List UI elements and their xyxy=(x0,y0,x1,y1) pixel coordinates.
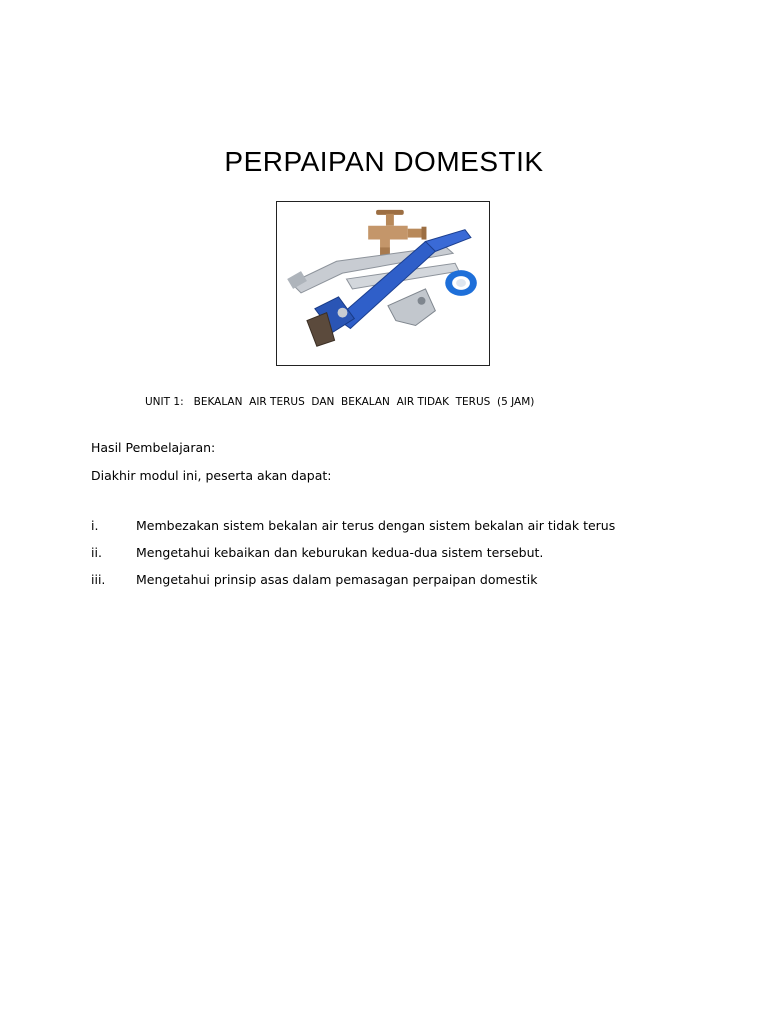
objective-text: Mengetahui prinsip asas dalam pemasagan perpaipan domestik xyxy=(136,572,538,587)
objective-text: Membezakan sistem bekalan air terus dengan sistem bekalan air tidak terus xyxy=(136,518,616,533)
document-title: PERPAIPAN DOMESTIK xyxy=(224,146,544,177)
learning-outcomes-intro: Diakhir modul ini, peserta akan dapat: xyxy=(91,468,332,483)
plumbing-tools-icon xyxy=(277,202,489,365)
learning-outcomes-heading: Hasil Pembelajaran: xyxy=(91,440,216,455)
objective-number: iii. xyxy=(91,572,106,587)
objective-text: Mengetahui kebaikan dan keburukan kedua-dua sistem tersebut. xyxy=(136,545,544,560)
objective-number: ii. xyxy=(91,545,102,560)
unit-heading: UNIT 1: BEKALAN AIR TERUS DAN BEKALAN AIR TIDAK TERUS (5 JAM) xyxy=(145,396,535,408)
tools-image xyxy=(276,201,490,366)
objective-number: i. xyxy=(91,518,99,533)
ptfe-tape-icon xyxy=(445,270,477,296)
